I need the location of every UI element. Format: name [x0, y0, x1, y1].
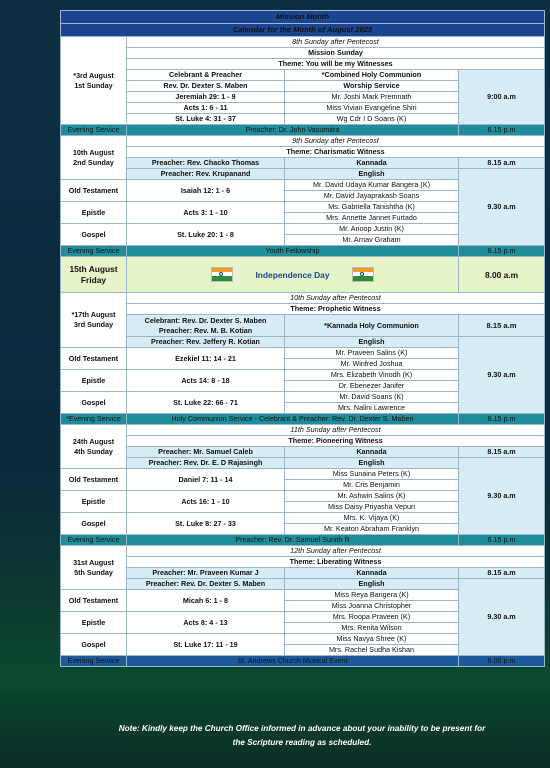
reading-label: Old Testament [61, 348, 127, 370]
evening-label: *Evening Service [61, 414, 127, 425]
evening-text: Preacher: Dr. John Vasumitra [127, 125, 459, 136]
reader: Miss Sunaina Peters (K) [285, 469, 459, 480]
kannada-time: 8.15 a.m [459, 568, 545, 579]
independence-banner [127, 257, 459, 293]
english-time: 9.30 a.m [459, 337, 545, 414]
evening-label: Evening Service [61, 246, 127, 257]
india-flag-icon [211, 267, 233, 282]
reader: Mr. Ashwin Salins (K) [285, 491, 459, 502]
evening-label: Evening Service [61, 656, 127, 667]
reading-label: Gospel [61, 392, 127, 414]
english-preacher: Preacher: Rev. Krupanand [127, 169, 285, 180]
english-preacher: Preacher: Rev. Jeffery R. Kotian [127, 337, 285, 348]
sunday-label: 9th Sunday after Pentecost [127, 136, 545, 147]
kannada-preacher: Preacher: Mr. Praveen Kumar J [127, 568, 285, 579]
reading-ref: St. Luke 20: 1 - 8 [127, 224, 285, 246]
reading-ref: St. Luke 4: 31 - 37 [127, 114, 285, 125]
evening-text: Preacher: Rev. Dr. Samuel Sunith R [127, 535, 459, 546]
evening-time: 6.15 p.m [459, 535, 545, 546]
reader: Mr. Praveen Salins (K) [285, 348, 459, 359]
date-week1: *3rd August 1st Sunday [61, 37, 127, 125]
kannada-label: *Kannada Holy Communion [285, 315, 459, 337]
reader: Mrs. Rachel Sudha Kishan [285, 645, 459, 656]
theme: Theme: Pioneering Witness [127, 436, 545, 447]
evening-text: St. Andrews Church Musical Event [127, 656, 459, 667]
evening-text: Holy Communion Service - Celebrant & Preacher: Rev. Dr. Dexter S. Maben [127, 414, 459, 425]
reader: Miss Joanna Christopher [285, 601, 459, 612]
calendar-table [60, 10, 545, 667]
reader: Mrs. Elizabeth Vinodh (K) [285, 370, 459, 381]
calendar-subtitle: Calendar for the Month of August 2025 [61, 24, 545, 37]
independence-title: Independence Day [255, 269, 330, 280]
reading-label: Epistle [61, 202, 127, 224]
reading-label: Old Testament [61, 180, 127, 202]
english-label: English [285, 169, 459, 180]
english-time: 9.30 a.m [459, 169, 545, 246]
kannada-label: Kannada [285, 568, 459, 579]
reading-label: Gospel [61, 224, 127, 246]
sunday-label: 8th Sunday after Pentecost [127, 37, 545, 48]
independence-time: 8.00 a.m [459, 257, 545, 293]
service-subtitle: Worship Service [285, 81, 459, 92]
reading-ref: Acts 3: 1 - 10 [127, 202, 285, 224]
reading-ref: Micah 6: 1 - 8 [127, 590, 285, 612]
reading-ref: Daniel 7: 11 - 14 [127, 469, 285, 491]
evening-time: 6.00 p.m [459, 656, 545, 667]
reader: Mr. Joshi Mark Premnath [285, 92, 459, 103]
reading-ref: Isaiah 12: 1 - 6 [127, 180, 285, 202]
reader: Mr. David Soans (K) [285, 392, 459, 403]
reader: Mrs. Nalini Lawrence [285, 403, 459, 414]
reading-label: Epistle [61, 612, 127, 634]
kannada-time: 8.15 a.m [459, 158, 545, 169]
india-flag-icon [352, 267, 374, 282]
evening-time: 6.15 p.m [459, 414, 545, 425]
kannada-time: 8.15 a.m [459, 447, 545, 458]
date-week5: 31st August 5th Sunday [61, 546, 127, 590]
evening-time: 6.15 p.m [459, 246, 545, 257]
calendar-title: Mission Month [61, 11, 545, 24]
reader: Mrs. Renita Wilson [285, 623, 459, 634]
reading-ref: Ezekiel 11: 14 - 21 [127, 348, 285, 370]
reading-ref: St. Luke 22: 66 - 71 [127, 392, 285, 414]
reader: Wg Cdr I D Soans (K) [285, 114, 459, 125]
reader: Ms. Gabriella Tanishtha (K) [285, 202, 459, 213]
english-time: 9.30 a.m [459, 458, 545, 535]
evening-text: Youth Fellowship [127, 246, 459, 257]
reader: Mr. Arnav Graham [285, 235, 459, 246]
sunday-label: 10th Sunday after Pentecost [127, 293, 545, 304]
reader: Miss Vivian Evangeline Shiri [285, 103, 459, 114]
english-preacher: Preacher: Rev. Dr. E. D Rajasingh [127, 458, 285, 469]
reader: Dr. Ebenezer Janifer [285, 381, 459, 392]
celebrant-heading: Celebrant & Preacher [127, 70, 285, 81]
reader: Mr. Keaton Abraham Franklyn [285, 524, 459, 535]
reader: Mrs. K. Vijaya (K) [285, 513, 459, 524]
kannada-preacher: Preacher: Rev. Chacko Thomas [127, 158, 285, 169]
reader: Mr. David Jayaprakash Soans [285, 191, 459, 202]
theme: Theme: Charismatic Witness [127, 147, 545, 158]
reading-ref: Acts 8: 4 - 13 [127, 612, 285, 634]
reader: Mrs. Annette Jannet Furtado [285, 213, 459, 224]
reading-ref: St. Luke 8: 27 - 33 [127, 513, 285, 535]
evening-label: Evening Service [61, 535, 127, 546]
reading-ref: Jeremiah 29: 1 - 9 [127, 92, 285, 103]
sunday-label: 11th Sunday after Pentecost [127, 425, 545, 436]
kannada-time: 8.15 a.m [459, 315, 545, 337]
reading-label: Gospel [61, 513, 127, 535]
reader: Mr. Winfred Joshua [285, 359, 459, 370]
independence-date: 15th August Friday [61, 257, 127, 293]
reading-ref: Acts 14: 8 - 18 [127, 370, 285, 392]
date-week4: 24th August 4th Sunday [61, 425, 127, 469]
reading-ref: St. Luke 17: 11 - 19 [127, 634, 285, 656]
footer-note: Note: Kindly keep the Church Office informed in advance about your inability to be present for the Scripture reading as scheduled. [118, 724, 486, 747]
reading-label: Old Testament [61, 590, 127, 612]
kannada-preacher: Preacher: Mr. Samuel Caleb [127, 447, 285, 458]
reader: Mr. Anoop Justin (K) [285, 224, 459, 235]
english-label: English [285, 579, 459, 590]
reader: Mr. David Udaya Kumar Bangera (K) [285, 180, 459, 191]
reading-label: Epistle [61, 491, 127, 513]
english-preacher: Preacher: Rev. Dr. Dexter S. Maben [127, 579, 285, 590]
reader: Miss Daisy Priyasha Vepuri [285, 502, 459, 513]
reader: Miss Reya Bangera (K) [285, 590, 459, 601]
reading-ref: Acts 16: 1 - 10 [127, 491, 285, 513]
reading-label: Gospel [61, 634, 127, 656]
kannada-label: Kannada [285, 447, 459, 458]
service-time: 9:00 a.m [459, 70, 545, 125]
kannada-label: Kannada [285, 158, 459, 169]
reader: Miss Navya Shree (K) [285, 634, 459, 645]
theme: Theme: You will be my Witnesses [127, 59, 545, 70]
kannada-preacher: Celebrant: Rev. Dr. Dexter S. Maben Preacher: Rev. M. B. Kotian [127, 315, 285, 337]
mission-sunday: Mission Sunday [127, 48, 545, 59]
service-title: *Combined Holy Communion [285, 70, 459, 81]
reading-label: Epistle [61, 370, 127, 392]
reader: Mr. Cris Benjamin [285, 480, 459, 491]
date-week2: 10th August 2nd Sunday [61, 136, 127, 180]
english-time: 9.30 a.m [459, 579, 545, 656]
evening-time: 6.15 p.m [459, 125, 545, 136]
date-week3: *17th August 3rd Sunday [61, 293, 127, 348]
english-label: English [285, 337, 459, 348]
reading-ref: Acts 1: 6 - 11 [127, 103, 285, 114]
english-label: English [285, 458, 459, 469]
theme: Theme: Prophetic Witness [127, 304, 545, 315]
evening-label: Evening Service [61, 125, 127, 136]
reader: Mrs. Roopa Praveen (K) [285, 612, 459, 623]
sunday-label: 12th Sunday after Pentecost [127, 546, 545, 557]
reading-label: Old Testament [61, 469, 127, 491]
celebrant-name: Rev. Dr. Dexter S. Maben [127, 81, 285, 92]
theme: Theme: Liberating Witness [127, 557, 545, 568]
